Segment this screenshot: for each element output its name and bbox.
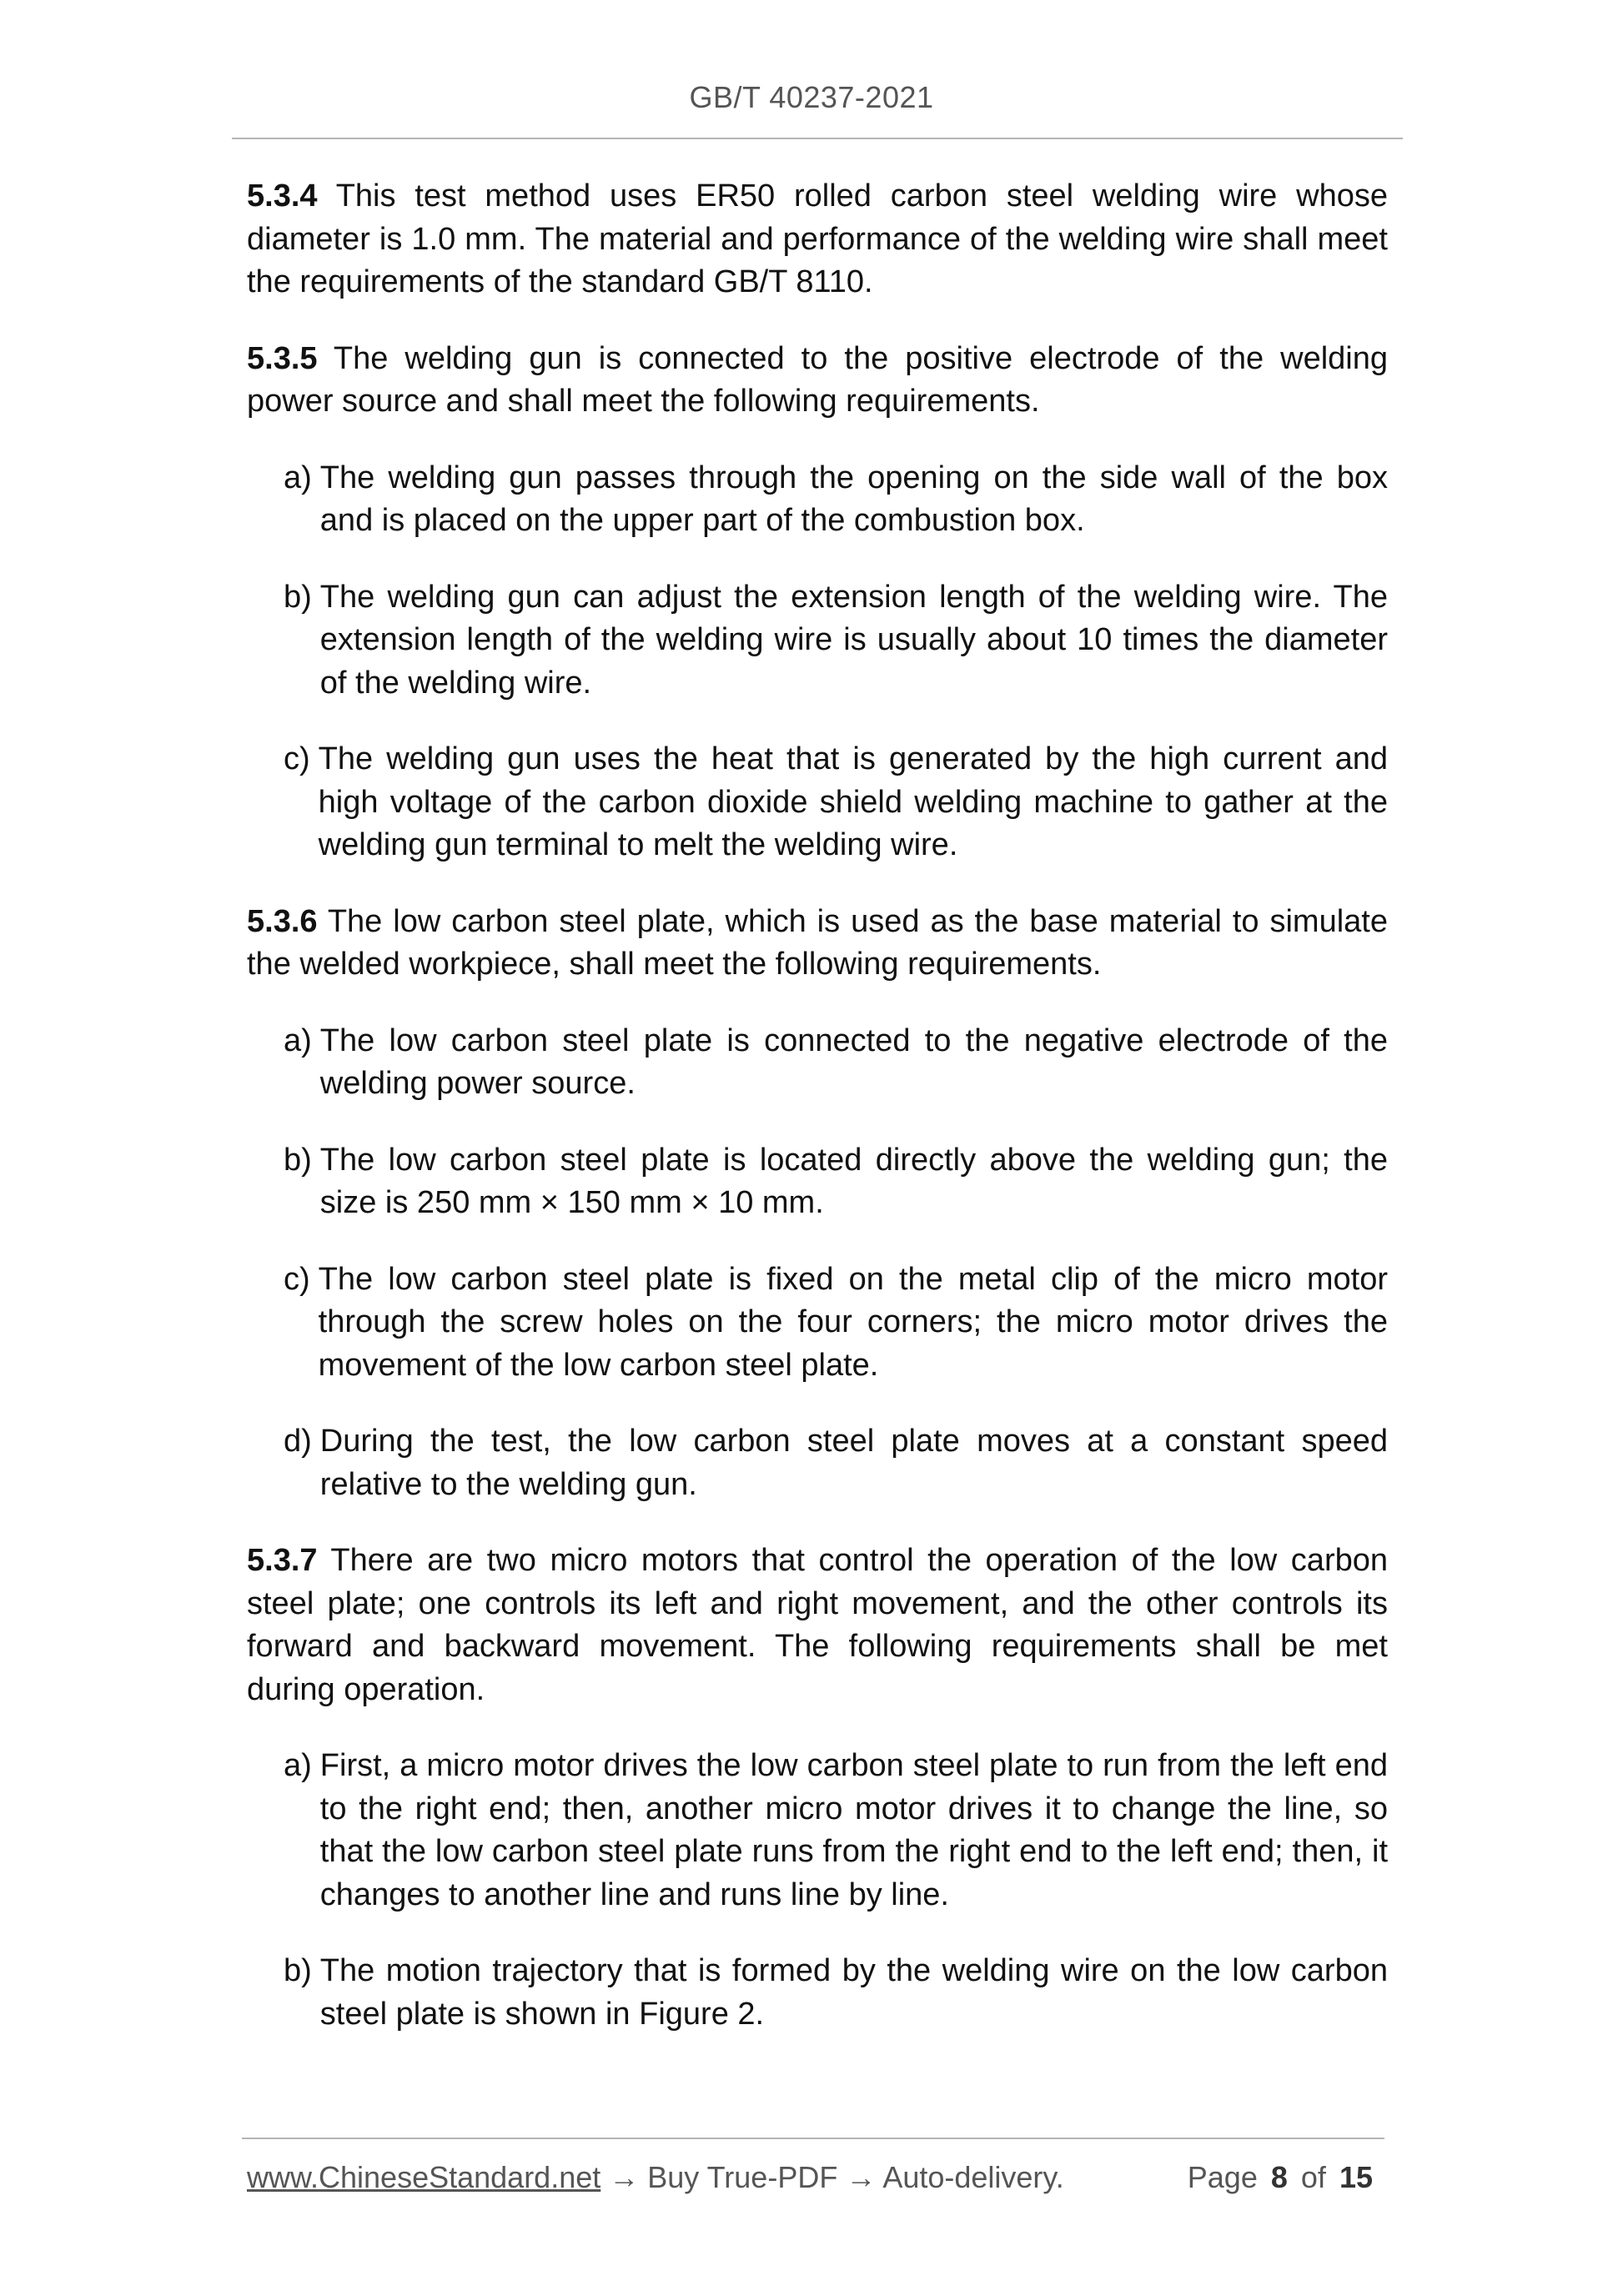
list-item-text: During the test, the low carbon steel plate moves at a constant speed relative to the welding gun. [319, 1424, 1388, 1502]
list-item [284, 738, 1388, 867]
list-item [284, 457, 1388, 543]
page-label: Page [1187, 2160, 1258, 2194]
list-item-label: b) [284, 579, 312, 615]
list-item-text: The motion trajectory that is formed by the welding wire on the low carbon steel plate is shown in Figure 2. [319, 1953, 1388, 2032]
list-item [284, 1020, 1388, 1106]
clause-text: There are two micro motors that control the operation of the low carbon steel plate; one controls its left and right movement, and the other controls its forward and backward movement. The following requirements shall be met during operation. [247, 1543, 1389, 1707]
list-item-label: a) [284, 1022, 312, 1058]
list-item-label: d) [284, 1424, 312, 1459]
list-item [284, 1259, 1388, 1388]
document-body [247, 175, 1388, 2069]
list-item-label: a) [284, 460, 312, 495]
header-divider [232, 138, 1403, 139]
document-header: GB/T 40237-2021 [689, 80, 934, 114]
clause-paragraph [247, 1540, 1388, 1711]
footer-promo [247, 2160, 1064, 2195]
footer-promo-text: → Buy True-PDF → Auto-delivery. [600, 2160, 1064, 2194]
list-item-text: The low carbon steel plate is fixed on the metal clip of the micro motor through the screw holes on the four corners; the micro motor drives the movement of the low carbon steel plate. [318, 1261, 1388, 1383]
clause-number: 5.3.5 [247, 340, 318, 376]
list-item-text: The welding gun passes through the opening on the side wall of the box and is placed on the upper part of the combustion box. [319, 460, 1388, 538]
page-footer [247, 2160, 1378, 2195]
list-item [284, 1420, 1388, 1506]
clause-number: 5.3.7 [247, 1543, 318, 1578]
clause-text: This test method uses ER50 rolled carbon steel welding wire whose diameter is 1.0 mm. The material and performance of the welding wire shall meet the requirements of the standard GB/T 8110. [247, 178, 1388, 299]
list-item [284, 576, 1388, 706]
clause-text: The low carbon steel plate, which is used as the base material to simulate the welded workpiece, shall meet the following requirements. [247, 903, 1388, 982]
clause-paragraph [247, 901, 1388, 987]
clause-paragraph [247, 175, 1388, 304]
list-item-text: The welding gun uses the heat that is generated by the high current and high voltage of the carbon dioxide shield welding machine to gather at the welding gun terminal to melt the welding wire. [318, 741, 1388, 862]
website-link[interactable]: www.ChineseStandard.net [247, 2160, 601, 2194]
clause-paragraph [247, 338, 1388, 424]
list-item-text: The low carbon steel plate is connected to the negative electrode of the welding power source. [319, 1022, 1388, 1101]
list-item-label: c) [284, 741, 310, 776]
clause-number: 5.3.6 [247, 903, 318, 939]
list-item-label: c) [284, 1261, 310, 1297]
list-item-label: a) [284, 1748, 312, 1783]
page-number [1188, 2160, 1378, 2195]
clause-text: The welding gun is connected to the positive electrode of the welding power source and shall meet the following requirements. [247, 340, 1388, 419]
list-item-text: The welding gun can adjust the extension length of the welding wire. The extension length of the welding wire is usually about 10 times the diameter of the welding wire. [319, 579, 1388, 701]
list-item-label: b) [284, 1142, 312, 1178]
list-item [284, 1950, 1388, 2036]
total-pages: 15 [1339, 2160, 1373, 2194]
list-item-text: First, a micro motor drives the low carbon steel plate to run from the left end to the right end; then, another micro motor drives it to change the line, so that the low carbon steel plate runs from the right end to the left end; then, it changes to another line and runs line by line. [319, 1748, 1388, 1912]
page-of-label: of [1300, 2160, 1326, 2194]
clause-number: 5.3.4 [247, 178, 318, 214]
current-page: 8 [1270, 2160, 1288, 2194]
list-item-label: b) [284, 1953, 312, 1988]
list-item-text: The low carbon steel plate is located directly above the welding gun; the size is 250 mm × 150 mm × 10 mm. [319, 1142, 1388, 1220]
list-item [284, 1139, 1388, 1225]
footer-divider [242, 2138, 1384, 2139]
list-item [284, 1745, 1388, 1917]
